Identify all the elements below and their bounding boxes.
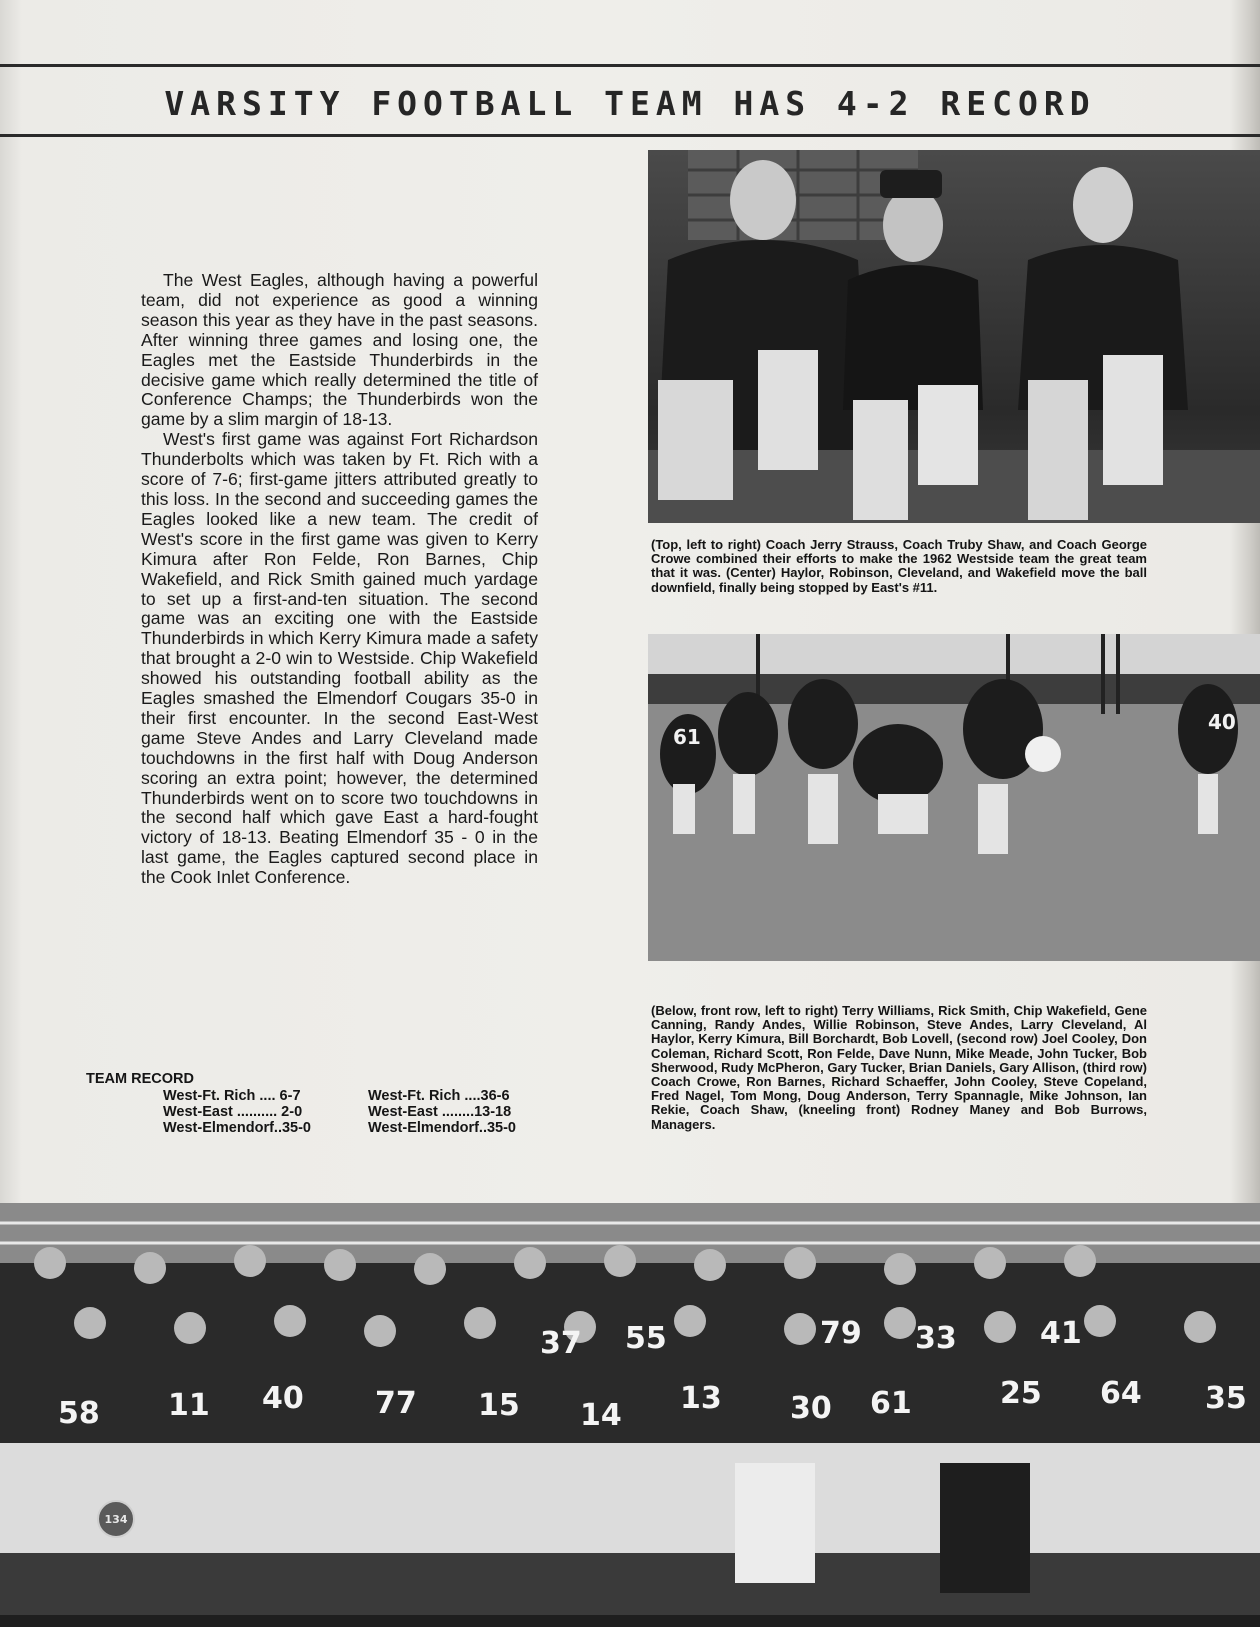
team-photo [0,1203,1260,1615]
team-jersey-35: 35 [1205,1381,1247,1416]
article-paragraph-1: The West Eagles, although having a powerful team, did not experience as good a winning season this year as they have in the past seasons. After winning three games and losing one, the Eagles met the Eastside Thunderbirds in the decisive game which really determined the title of Conference Champs; the Thunderbirds won the game by a slim margin of 18-13. [141,270,538,430]
team-jersey-79: 79 [820,1316,862,1351]
team-jersey-11: 11 [168,1388,210,1423]
article-paragraph-2: West's first game was against Fort Richardson Thunderbolts which was taken by Ft. Rich with a score of 7-6; first-game jitters attributed greatly to this loss. In the second and succeeding games the Eagles looked like a new team. The credit of West's score in the first game was given to Kerry Kimura after Ron Felde, Ron Barnes, Chip Wakefield, and Rick Smith gained much yardage to set up a first-and-ten situation. The second game was an exciting one with the Eastside Thunderbirds in which Kerry Kimura made a safety that brought a 2-0 win to Westside. Chip Wakefield showed his outstanding football ability as the Eagles smashed the Elmendorf Cougars 35-0 in their first encounter. In the second East-West game Steve Andes and Larry Cleveland made touchdowns in the first half with Doug Anderson scoring an extra point; however, the determined Thunderbirds went on to score two touchdowns in the second half which gave East a hard-fought victory of 18-13. Beating Elmendorf 35 - 0 in the last game, the Eagles captured second place in the Cook Inlet Conference. [141,429,538,888]
record-row: West-Ft. Rich .... 6-7 [163,1088,301,1104]
action-jersey-61: 61 [673,725,701,749]
top-rule [0,64,1260,67]
record-row: West-East .......... 2-0 [163,1104,303,1120]
team-jersey-37: 37 [540,1326,582,1361]
team-jersey-30: 30 [790,1391,832,1426]
team-jersey-33: 33 [915,1321,957,1356]
team-jersey-13: 13 [680,1381,722,1416]
team-jersey-61: 61 [870,1386,912,1421]
team-jersey-15: 15 [478,1388,520,1423]
action-jersey-40: 40 [1208,710,1236,734]
team-jersey-40: 40 [262,1381,304,1416]
action-photo [648,634,1260,961]
record-row: West-Elmendorf..35-0 [368,1120,516,1136]
team-record-label: TEAM RECORD [86,1071,194,1087]
bottom-edge [0,1615,1260,1627]
team-jersey-77: 77 [375,1386,417,1421]
team-jersey-14: 14 [580,1398,622,1433]
record-row: West-Ft. Rich ....36-6 [368,1088,510,1104]
page-number-badge: 134 [97,1500,135,1538]
title-rule [0,134,1260,137]
team-jersey-55: 55 [625,1321,667,1356]
team-record-column-2 [368,1088,516,1136]
page-title: VARSITY FOOTBALL TEAM HAS 4-2 RECORD [164,84,1096,123]
coaches-photo [648,150,1260,523]
article-body [141,271,538,888]
team-jersey-25: 25 [1000,1376,1042,1411]
caption-top-center: (Top, left to right) Coach Jerry Strauss, Coach Truby Shaw, and Coach George Crowe combined their efforts to make the 1962 Westside team the great team that it was. (Center) Haylor, Robinson, Cleveland, and Wakefield move the ball downfield, finally being stopped by East's #11. [651,537,1147,595]
record-row: West-East ........13-18 [368,1104,512,1120]
team-jersey-64: 64 [1100,1376,1142,1411]
record-row: West-Elmendorf..35-0 [163,1120,311,1136]
team-jersey-41: 41 [1040,1316,1082,1351]
team-jersey-58: 58 [58,1396,100,1431]
team-record-column-1 [163,1088,311,1136]
caption-below: (Below, front row, left to right) Terry Williams, Rick Smith, Chip Wakefield, Gene Canning, Randy Andes, Willie Robinson, Steve Andes, Larry Cleveland, Al Haylor, Kerry Kimura, Bill Borchardt, Bob Lovell, (second row) Joel Cooley, Don Coleman, Richard Scott, Ron Felde, Dave Nunn, Mike Meade, John Tucker, Bob Sherwood, Rudy McPheron, Gary Tucker, Brian Daniels, Gary Allison, (third row) Coach Crowe, Ron Barnes, Richard Schaeffer, John Cooley, Steve Copeland, Fred Nagel, Tom Mong, Doug Anderson, Terry Spannagle, Mike Johnson, Ian Rekie, Coach Shaw, (kneeling front) Rodney Maney and Bob Burrows, Managers. [651,1003,1147,1132]
